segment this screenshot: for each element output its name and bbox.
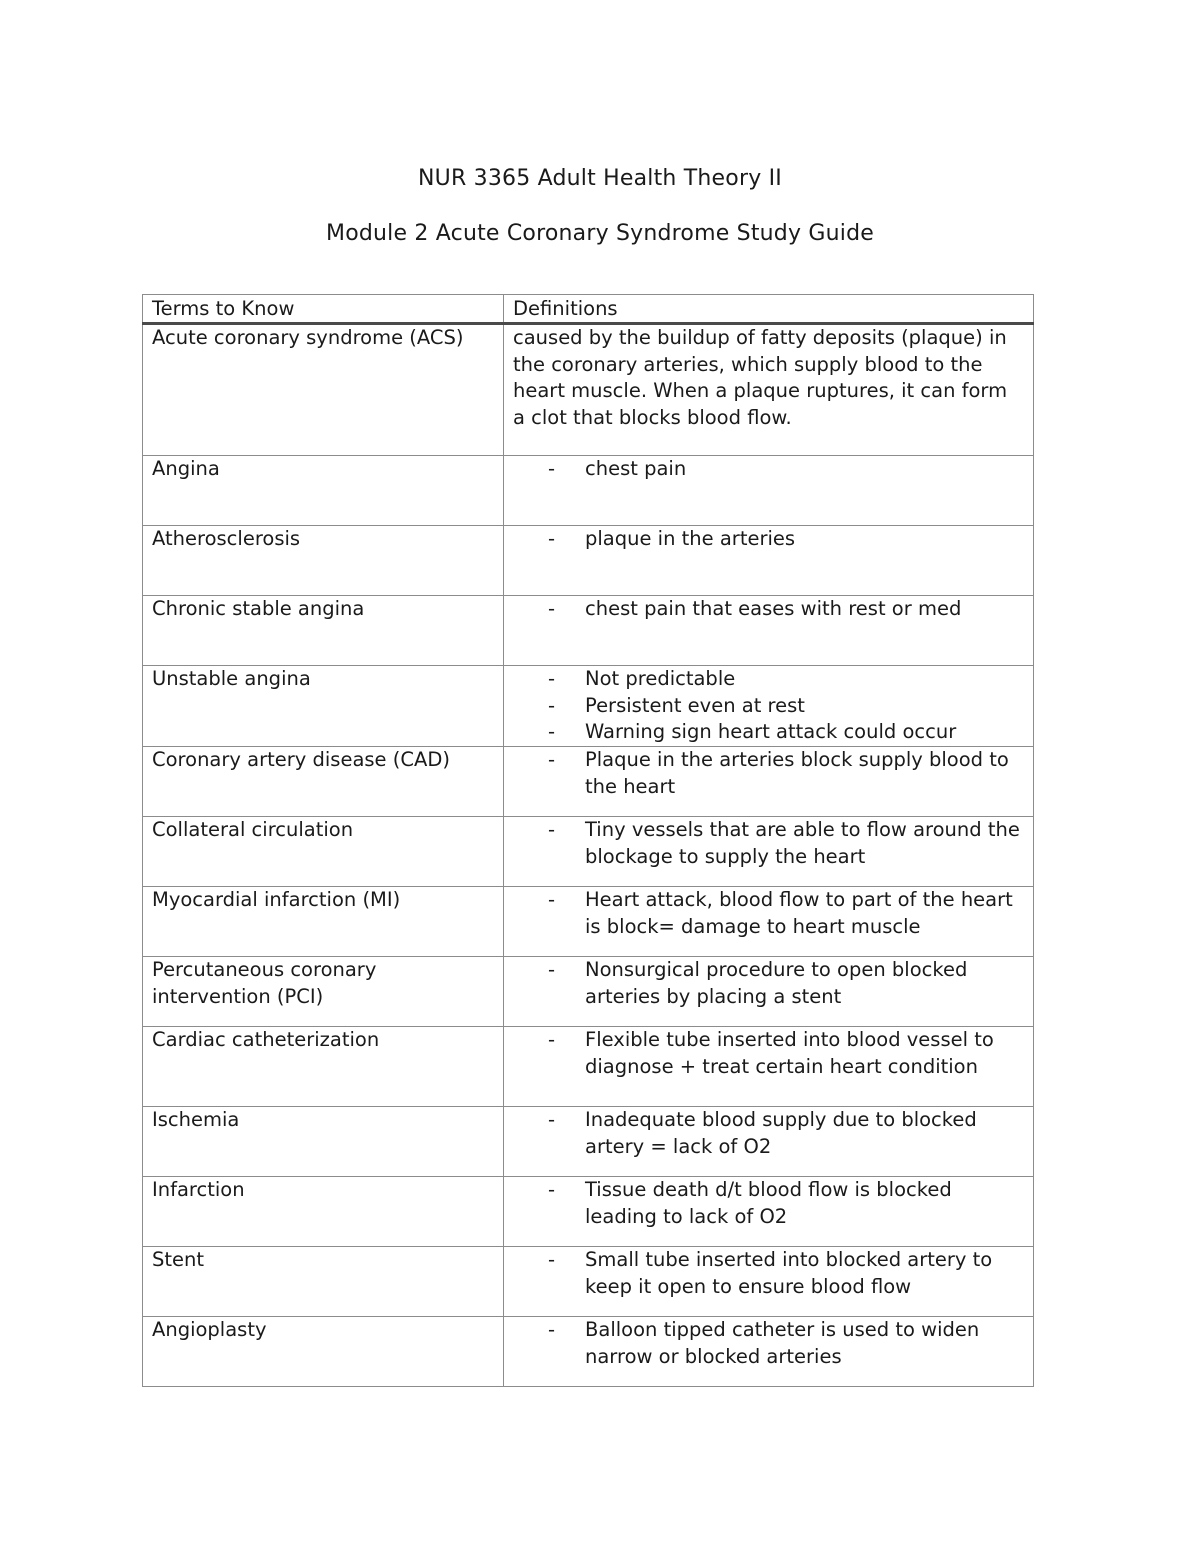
definition-cell xyxy=(504,666,1034,747)
table-row xyxy=(143,747,1034,817)
definition-bullet: - Persistent even at rest xyxy=(513,693,1024,720)
table-row xyxy=(143,817,1034,887)
definition-cell xyxy=(504,1107,1034,1177)
definition-bullet: - Flexible tube inserted into blood vessel to diagnose + treat certain heart condition xyxy=(513,1027,1024,1080)
definition-text: caused by the buildup of fatty deposits (plaque) in the coronary arteries, which supply blood to the heart muscle. When a plaque ruptures, it can form a clot that blocks blood flow. xyxy=(513,326,1008,429)
term-cell: Cardiac catheterization xyxy=(143,1027,504,1107)
table-row xyxy=(143,1107,1034,1177)
definition-cell xyxy=(504,957,1034,1027)
term-cell: Myocardial infarction (MI) xyxy=(143,887,504,957)
table-row xyxy=(143,1247,1034,1317)
table-row xyxy=(143,666,1034,747)
definition-bullet: - plaque in the arteries xyxy=(513,526,1024,553)
definition-cell xyxy=(504,596,1034,666)
definition-bullet: - Nonsurgical procedure to open blocked arteries by placing a stent xyxy=(513,957,1024,1010)
definition-bullet: - chest pain that eases with rest or med xyxy=(513,596,1024,623)
table-header-row xyxy=(143,295,1034,324)
header-definitions: Definitions xyxy=(504,295,1034,324)
table-row xyxy=(143,1027,1034,1107)
definition-bullet: - Tissue death d/t blood flow is blocked leading to lack of O2 xyxy=(513,1177,1024,1230)
definition-bullet: - Plaque in the arteries block supply blood to the heart xyxy=(513,747,1024,800)
table-row xyxy=(143,526,1034,596)
table-row xyxy=(143,456,1034,526)
term-cell: Collateral circulation xyxy=(143,817,504,887)
table-row xyxy=(143,1317,1034,1387)
definition-cell xyxy=(504,1247,1034,1317)
document-title: NUR 3365 Adult Health Theory II xyxy=(418,166,782,191)
term-cell: Ischemia xyxy=(143,1107,504,1177)
term-cell: Percutaneous coronary intervention (PCI) xyxy=(143,957,504,1027)
definition-cell xyxy=(504,1317,1034,1387)
definition-bullet: - Small tube inserted into blocked artery to keep it open to ensure blood flow xyxy=(513,1247,1024,1300)
term-cell: Angioplasty xyxy=(143,1317,504,1387)
definition-cell xyxy=(504,526,1034,596)
definition-bullet: - Tiny vessels that are able to flow around the blockage to supply the heart xyxy=(513,817,1024,870)
definition-cell xyxy=(504,747,1034,817)
definition-cell xyxy=(504,324,1034,456)
term-cell: Coronary artery disease (CAD) xyxy=(143,747,504,817)
document-subtitle: Module 2 Acute Coronary Syndrome Study Guide xyxy=(326,221,874,246)
term-cell: Unstable angina xyxy=(143,666,504,747)
term-cell: Chronic stable angina xyxy=(143,596,504,666)
definition-cell xyxy=(504,887,1034,957)
definition-cell xyxy=(504,817,1034,887)
definition-bullet: - Balloon tipped catheter is used to widen narrow or blocked arteries xyxy=(513,1317,1024,1370)
definition-cell xyxy=(504,456,1034,526)
table-row xyxy=(143,324,1034,456)
definition-cell xyxy=(504,1027,1034,1107)
term-cell: Atherosclerosis xyxy=(143,526,504,596)
table-row xyxy=(143,1177,1034,1247)
term-cell: Stent xyxy=(143,1247,504,1317)
definition-bullet: - Warning sign heart attack could occur xyxy=(513,719,1024,746)
definition-bullet: - Not predictable xyxy=(513,666,1024,693)
term-cell: Acute coronary syndrome (ACS) xyxy=(143,324,504,456)
definition-bullet: - Heart attack, blood flow to part of the heart is block= damage to heart muscle xyxy=(513,887,1024,940)
table-row xyxy=(143,596,1034,666)
table-row xyxy=(143,887,1034,957)
terms-table xyxy=(142,294,1034,1387)
definition-bullet: - chest pain xyxy=(513,456,1024,483)
table-row xyxy=(143,957,1034,1027)
definition-cell xyxy=(504,1177,1034,1247)
term-cell: Angina xyxy=(143,456,504,526)
header-terms: Terms to Know xyxy=(143,295,504,324)
term-cell: Infarction xyxy=(143,1177,504,1247)
definition-bullet: - Inadequate blood supply due to blocked artery = lack of O2 xyxy=(513,1107,1024,1160)
